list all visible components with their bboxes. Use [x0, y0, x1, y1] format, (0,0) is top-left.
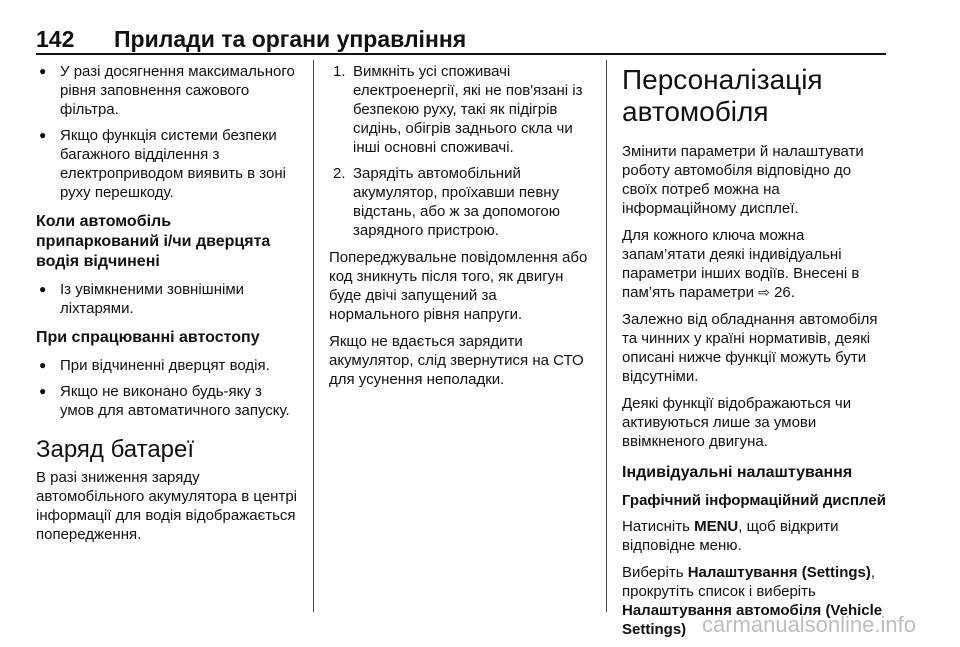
select-pre: Виберіть [622, 564, 684, 581]
running-title: Прилади та органи управління [114, 26, 467, 52]
list-item: ● При відчиненні дверцят водія. [36, 356, 298, 375]
header-rule [36, 53, 886, 55]
page-header [36, 26, 886, 52]
intro-paragraph: Змінити параметри й налаштувати роботу автомобіля відповідно до своїх потреб можна на інформаційному дисплеї. [622, 143, 864, 217]
press-post: , щоб відкрити відповідне меню. [622, 518, 839, 554]
watermark: carmanualsonline.info [701, 612, 916, 637]
service-paragraph: Якщо не вдається зарядити акумулятор, слід звернутися на СТО для усунення неполадки. [329, 333, 584, 388]
battery-steps-list [329, 62, 591, 240]
heading-individual-settings: Індивідуальні налаштування [622, 464, 853, 481]
list-item: ● У разі досягнення максимального рівня заповнення сажового фільтра. [36, 62, 298, 119]
select-mid: , прокрутіть список і виберіть [622, 564, 876, 600]
memory-paragraph [622, 226, 888, 302]
column-middle [329, 62, 591, 397]
engine-paragraph: Деякі функції відображаються чи активуються лише за умови ввімкненого двигуна. [622, 395, 852, 450]
list-item [329, 164, 591, 240]
heading-battery: Заряд батареї [36, 436, 195, 463]
fault-conditions-list [36, 62, 298, 202]
warning-paragraph: Попереджувальне повідомлення або код зникнуть після того, як двигун буде двічі запущений за нормального рівня напруги. [329, 249, 588, 323]
menu-key-label: MENU [694, 518, 739, 535]
press-pre: Натисніть [622, 518, 690, 535]
equipment-paragraph: Залежно від обладнання автомобіля та чинних у країні нормативів, деякі описані нижче функції можуть бути відсутніми. [622, 311, 878, 385]
memory-text: Для кожного ключа можна запам’ятати деякі індивідуальні параметри інших водіїв. Внесені в пам’ять параметри [622, 227, 860, 301]
step-number: 2. [333, 165, 346, 182]
column-left [36, 62, 298, 552]
list-item [329, 62, 591, 157]
heading-parked: Коли автомобіль припаркований і/чи дверцята водія відчинені [36, 213, 271, 270]
settings-label: Налаштування (Settings) [687, 564, 871, 581]
page-reference-link[interactable]: 26. [774, 284, 795, 301]
parked-list [36, 280, 298, 318]
list-item: ● Якщо функція системи безпеки багажного відділення з електроприводом виявить в зоні руху перешкоду. [36, 126, 298, 202]
arrow-reference-icon: ⇨ [758, 284, 770, 300]
page-number: 142 [36, 26, 75, 52]
column-right [622, 62, 888, 647]
step-text: Вимкніть усі споживачі електроенергії, які не пов'язані із безпекою руху, такі як підігрів сидінь, обігрів заднього скла чи інші основні споживачі. [353, 63, 583, 156]
heading-autostop: При спрацюванні автостопу [36, 329, 260, 346]
autostop-list [36, 356, 298, 420]
list-item: ● Із увімкненими зовнішніми ліхтарями. [36, 280, 298, 318]
list-item: ● Якщо не виконано будь-яку з умов для автоматичного запуску. [36, 382, 298, 420]
column-divider-2 [606, 60, 607, 612]
subheading-graphic-display: Графічний інформаційний дисплей [622, 492, 886, 509]
section-title: Персоналізація автомобіля [622, 64, 823, 127]
step-number: 1. [333, 63, 346, 80]
step-text: Зарядіть автомобільний акумулятор, проїхавши певну відстань, або ж за допомогою зарядного пристрою. [353, 165, 561, 239]
vehicle-settings-label: Налаштування автомобіля (Vehicle Settings) [622, 602, 883, 638]
battery-text: В разі зниження заряду автомобільного акумулятора в центрі інформації для водія відображається попередження. [36, 469, 298, 543]
column-divider-1 [313, 60, 314, 612]
press-menu-paragraph [622, 517, 888, 555]
